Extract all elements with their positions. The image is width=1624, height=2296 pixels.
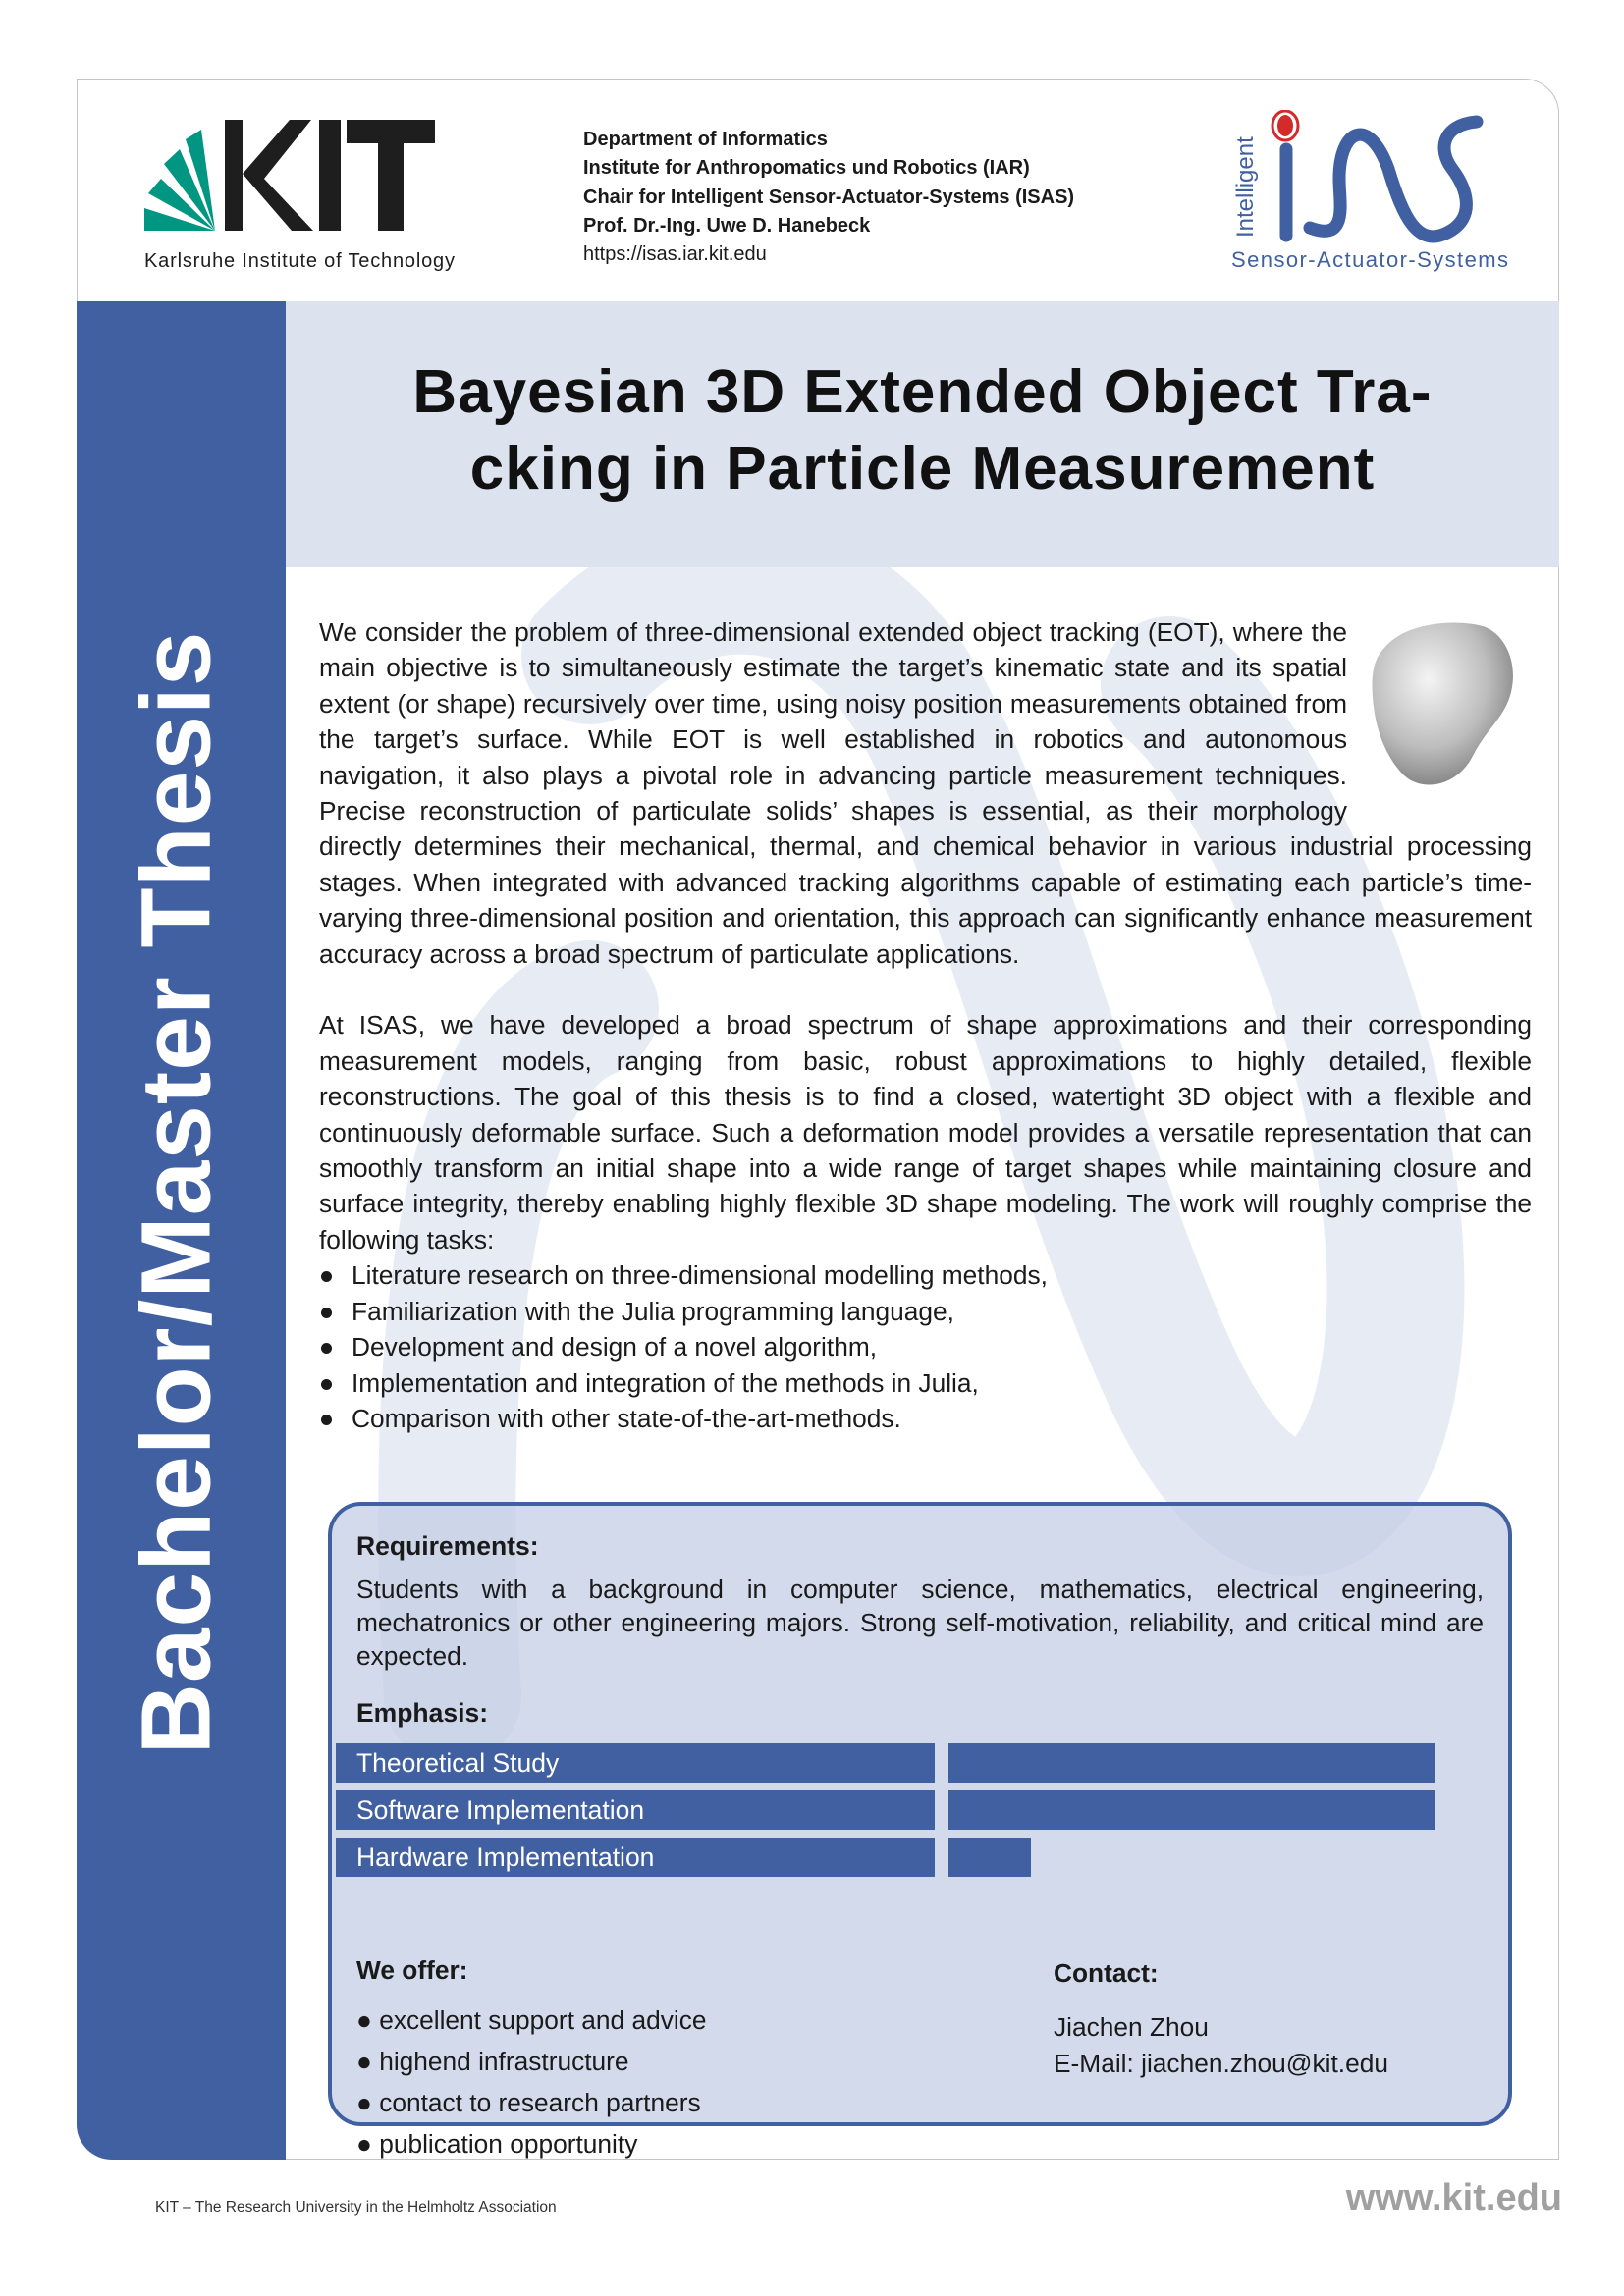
emphasis-label: Theoretical Study: [336, 1743, 935, 1783]
isas-logo-vertical: Intelligent: [1232, 136, 1259, 238]
isas-logo: [1231, 110, 1511, 273]
contact-section: [1054, 1955, 1388, 2082]
thesis-type-label: Bachelor/Master Thesis: [121, 630, 232, 1755]
institute-header: [583, 126, 1074, 269]
task-item: Development and design of a novel algorithm,: [319, 1329, 1532, 1364]
offer-heading: We offer:: [356, 1955, 468, 1985]
contact-name: Jiachen Zhou: [1054, 2012, 1209, 2042]
paragraph-goal: At ISAS, we have developed a broad spectrum of shape approximations and their corresponding measurement models, ranging from basic, robust approximations to highly detailed, flexible reconstructions. The goal of this thesis is to find a closed, watertight 3D object with a flexible and continuously deformable surface. Such a deformation model provides a versatile representation that can smoothly transform an initial shape into a wide range of target shapes while maintaining closure and surface integrity, thereby enabling highly flexible 3D shape modeling. The work will roughly comprise the following tasks:: [319, 1010, 1532, 1255]
kit-logo-subtitle: Karlsruhe Institute of Technology: [144, 250, 455, 272]
title-box: [286, 301, 1559, 567]
task-item: Implementation and integration of the methods in Julia,: [319, 1365, 1532, 1401]
footer-tagline: KIT – The Research University in the Helmholtz Association: [155, 2199, 557, 2216]
isas-logo-subtitle: Sensor-Actuator-Systems: [1231, 247, 1508, 272]
task-list: [319, 1257, 1532, 1436]
contact-heading: Contact:: [1054, 1958, 1159, 1988]
header-line: Prof. Dr.-Ing. Uwe D. Hanebeck: [583, 214, 871, 237]
paragraph-intro: We consider the problem of three-dimensional extended object tracking (EOT), where the main objective is to simultaneously estimate the target’s kinematic state and its spatial extent (or shape) recursively over time, using noisy position measurements obtained from the target’s surface. While EOT is well established in robotics and autonomous navigation, it also plays a pivotal role in advancing particle measurement techniques. Precise reconstruction of particulate solids’ shapes is essential, as their morphology directly determines their mechanical, thermal, and chemical behavior in various industrial processing stages. When integrated with advanced tracking algorithms capable of estimating each particle’s time-varying three-dimensional position and orientation, this approach can significantly enhance measurement accuracy across a broad spectrum of particulate applications.: [319, 617, 1532, 969]
contact-email[interactable]: E-Mail: jiachen.zhou@kit.edu: [1054, 2049, 1388, 2078]
title-line-2: cking in Particle Measurement: [469, 435, 1376, 503]
description: [319, 614, 1532, 1436]
offer-item: ● publication opportunity: [356, 2129, 638, 2159]
task-item: Literature research on three-dimensional modelling methods,: [319, 1257, 1532, 1293]
offer-item: ● excellent support and advice: [356, 2005, 707, 2035]
footer-website[interactable]: www.kit.edu: [1345, 2177, 1562, 2218]
emphasis-bar: [948, 1790, 1435, 1830]
thesis-title: [286, 354, 1559, 507]
header-url[interactable]: https://isas.iar.kit.edu: [583, 243, 767, 266]
emphasis-heading: Emphasis:: [356, 1698, 489, 1728]
requirements-box: [328, 1502, 1512, 2159]
offer-section: [356, 1955, 707, 2164]
header-line: Department of Informatics: [583, 129, 828, 150]
kit-logo: [144, 120, 460, 273]
task-item: Comparison with other state-of-the-art-methods.: [319, 1401, 1532, 1436]
particle-shape-image: [1365, 618, 1532, 795]
emphasis-label: Software Implementation: [336, 1790, 935, 1830]
offer-item: ● contact to research partners: [356, 2088, 701, 2117]
title-line-1: Bayesian 3D Extended Object Tra-: [412, 358, 1433, 426]
header-line: Chair for Intelligent Sensor-Actuator-Systems (ISAS): [583, 186, 1075, 208]
header-line: Institute for Anthropomatics und Robotics (IAR): [583, 157, 1030, 180]
emphasis-label: Hardware Implementation: [336, 1838, 935, 1877]
offer-item: ● highend infrastructure: [356, 2047, 629, 2076]
emphasis-bar: [948, 1838, 1031, 1877]
task-item: Familiarization with the Julia programming language,: [319, 1294, 1532, 1329]
emphasis-bar: [948, 1743, 1435, 1783]
requirements-text: Students with a background in computer science, mathematics, electrical engineering, mechatronics or other engineering majors. Strong self-motivation, reliability, and critical mind are expected.: [356, 1575, 1484, 1671]
requirements-heading: Requirements:: [356, 1531, 539, 1561]
